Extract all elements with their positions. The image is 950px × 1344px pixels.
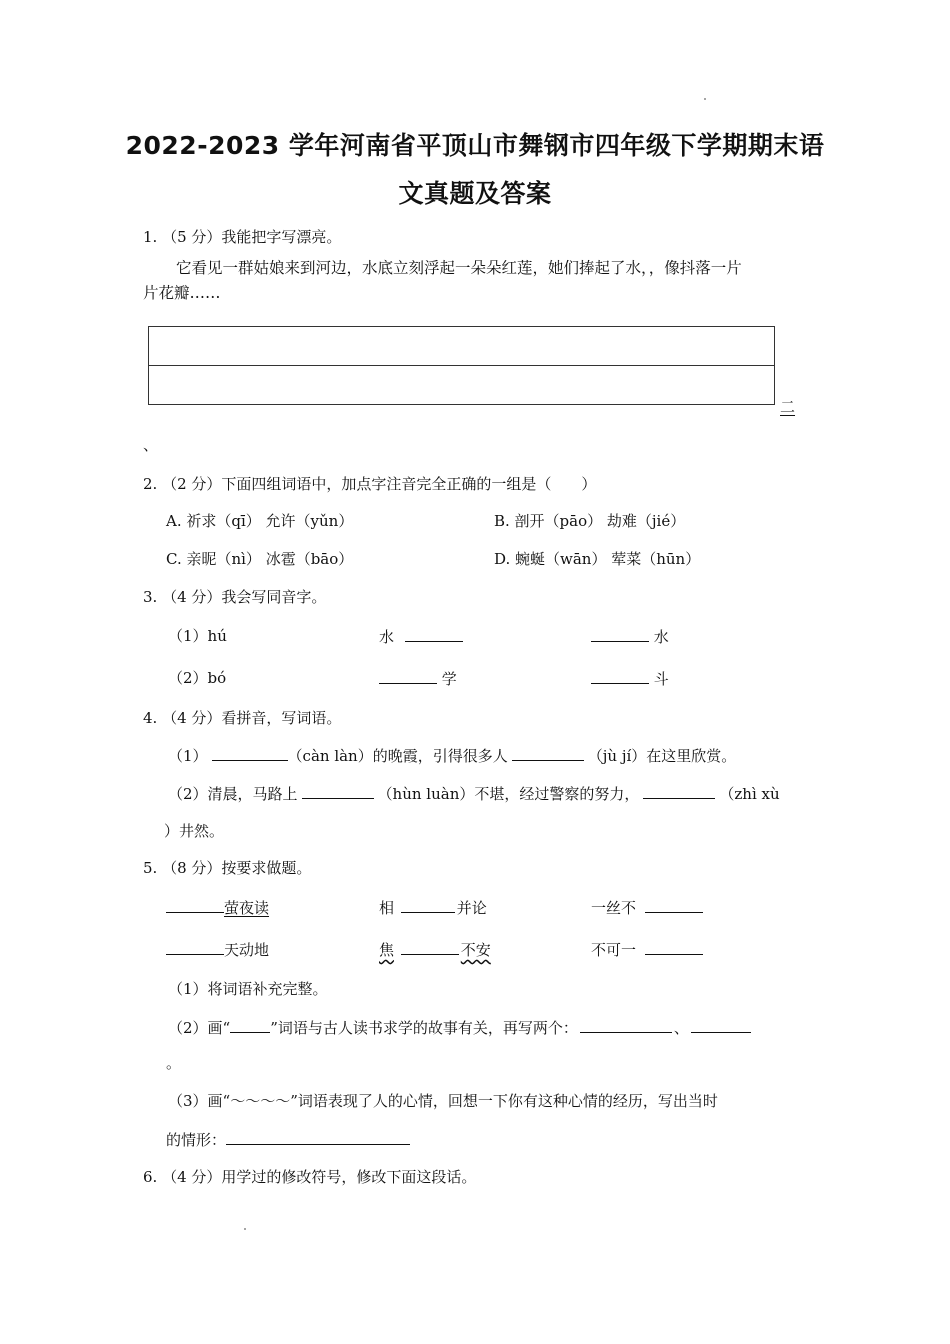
q2-option-c[interactable]: C. 亲昵（nì） 冰雹（bāo）	[166, 550, 354, 568]
q1-writing-box-divider	[149, 365, 774, 366]
q4-blank-zhixu[interactable]	[643, 782, 715, 799]
q5-sub2-blank2[interactable]	[691, 1016, 751, 1033]
q5-r2c2-blank[interactable]	[401, 938, 459, 955]
q1-passage-line2: 片花瓣……	[143, 284, 221, 302]
q5-r2c1-text: 天动地	[224, 941, 270, 959]
q5-r2c3-blank[interactable]	[645, 938, 703, 955]
q4-line1-a: （1）	[168, 747, 208, 765]
q3-row1-item1-text: 水	[379, 628, 395, 646]
q1-passage-line1: 它看见一群姑娘来到河边，水底立刻浮起一朵朵红莲，她们捧起了水，，像抖落一片	[176, 259, 742, 277]
q3-row2-item2	[591, 667, 669, 689]
q2-stem: 2. （2 分）下面四组词语中，加点字注音完全正确的一组是（ ）	[143, 475, 597, 493]
q5-r1c2b-text: 并论	[456, 899, 487, 917]
q5-r1c3-text: 一丝不	[591, 899, 637, 917]
q3-row2-item1	[379, 667, 457, 689]
q4-line3: ）井然。	[164, 822, 225, 840]
q3-row2-blank2[interactable]	[591, 667, 649, 684]
q2-option-b[interactable]: B. 剖开（pāo） 劫难（jié）	[494, 512, 686, 530]
q5-sub2b: ”词语与古人读书求学的故事有关，再写两个：	[270, 1019, 578, 1037]
q5-r1c2a-text: 相	[379, 899, 395, 917]
section-mark-left: 、	[143, 436, 159, 454]
q1-writing-box[interactable]	[148, 326, 775, 405]
scan-dot-top	[704, 98, 706, 100]
q5-sub3-blank[interactable]	[226, 1128, 410, 1145]
q3-row2-blank1[interactable]	[379, 667, 437, 684]
q5-r2c3-text: 不可一	[591, 941, 637, 959]
q5-sub3-line1: （3）画“～～～～”词语表现了人的心情，回想一下你有这种心情的经历，写出当时	[168, 1092, 718, 1110]
q4-line2-a: （2）清晨，马路上	[168, 785, 298, 803]
page-title-line2: 文真题及答案	[398, 179, 552, 208]
q4-line2	[168, 782, 780, 804]
q5-r2c1-blank[interactable]	[166, 938, 224, 955]
q5-sub3-line2	[166, 1128, 410, 1150]
q3-row1-item2-text: 水	[653, 628, 669, 646]
q3-row1-blank2[interactable]	[591, 625, 649, 642]
q6-stem: 6. （4 分）用学过的修改符号，修改下面这段话。	[143, 1168, 477, 1186]
q3-row1-item2	[591, 625, 669, 647]
q5-r2c2b-text: 不安	[460, 941, 491, 959]
q5-r1c1-blank[interactable]	[166, 896, 224, 913]
q5-r1c1	[166, 896, 269, 918]
q3-row1-label: （1）hú	[168, 627, 227, 645]
q3-row2-label: （2）bó	[168, 669, 227, 687]
q5-r2c1	[166, 938, 269, 960]
q2-option-a[interactable]: A. 祈求（qī） 允许（yǔn）	[166, 512, 354, 530]
q4-stem: 4. （4 分）看拼音，写词语。	[143, 709, 342, 727]
q5-sub1: （1）将词语补充完整。	[168, 980, 328, 998]
q5-r2c2a-text: 焦	[379, 941, 395, 959]
q5-sub2c: 、	[673, 1019, 689, 1037]
q1-stem: 1. （5 分）我能把字写漂亮。	[143, 228, 342, 246]
q5-r1c2	[379, 896, 487, 918]
q3-row2-item1-text: 学	[441, 670, 457, 688]
q5-r1c3-blank[interactable]	[645, 896, 703, 913]
q4-line2-c: （zhì xù	[719, 785, 780, 803]
q5-r1c3	[591, 896, 703, 918]
q3-stem: 3. （4 分）我会写同音字。	[143, 588, 327, 606]
section-mark-right: 二	[780, 398, 796, 416]
q4-blank-canlan[interactable]	[212, 744, 288, 761]
q5-r2c2	[379, 938, 491, 960]
q4-line2-b: （hùn luàn）不堪，经过警察的努力，	[377, 785, 640, 803]
q4-line1-c: （jù jí）在这里欣赏。	[587, 747, 737, 765]
q5-r2c3	[591, 938, 703, 960]
q5-sub2	[168, 1016, 751, 1038]
q4-line1	[168, 744, 736, 766]
q4-blank-juji[interactable]	[512, 744, 584, 761]
q3-row1-item1	[379, 625, 463, 647]
q5-stem: 5. （8 分）按要求做题。	[143, 859, 312, 877]
q5-r1c1-text: 萤夜读	[224, 899, 270, 917]
q5-sub2-mark	[230, 1016, 270, 1033]
q3-row2-item2-text: 斗	[653, 670, 669, 688]
q5-sub3b: 的情形：	[166, 1131, 227, 1149]
q5-sub2a: （2）画“	[168, 1019, 231, 1037]
q5-r1c2-blank[interactable]	[401, 896, 455, 913]
page-title-line1: 2022-2023 学年河南省平顶山市舞钢市四年级下学期期末语	[125, 131, 825, 160]
q5-sub2-blank1[interactable]	[580, 1016, 672, 1033]
q2-option-d[interactable]: D. 蜿蜒（wān） 荤菜（hūn）	[494, 550, 701, 568]
q3-row1-blank1[interactable]	[405, 625, 463, 642]
q4-blank-hunluan[interactable]	[302, 782, 374, 799]
q5-sub2-end: 。	[166, 1054, 182, 1072]
q4-line1-b: （càn làn）的晚霞，引得很多人	[287, 747, 508, 765]
scan-dot-bottom	[244, 1228, 246, 1230]
